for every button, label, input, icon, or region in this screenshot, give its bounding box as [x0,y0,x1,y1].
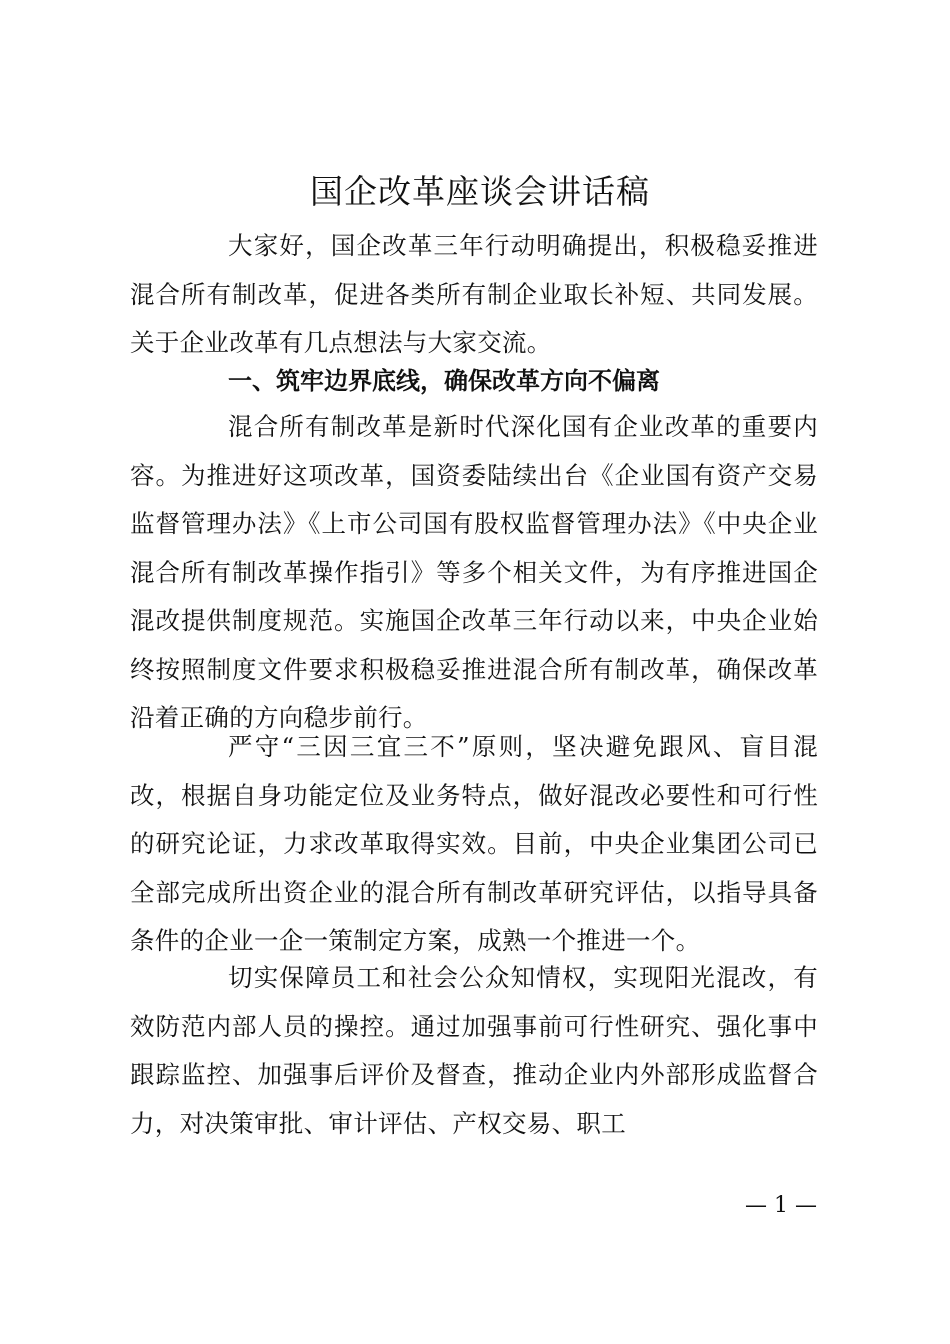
body-paragraph: 切实保障员工和社会公众知情权，实现阳光混改，有效防范内部人员的操控。通过加强事前可行性研究、强化事中跟踪监控、加强事后评价及督查，推动企业内外部形成监督合力，对决策审批、审计评估、产权交易、职工 [130,963,818,1138]
body-paragraph: 混合所有制改革是新时代深化国有企业改革的重要内容。为推进好这项改革，国资委陆续出台《企业国有资产交易监督管理办法》《上市公司国有股权监督管理办法》《中央企业混合所有制改革操作指引》等多个相关文件，为有序推进国企混改提供制度规范。实施国企改革三年行动以来，中央企业始终按照制度文件要求积极稳妥推进混合所有制改革，确保改革沿着正确的方向稳步前行。 [130,412,818,732]
section-heading: 一、筑牢边界底线，确保改革方向不偏离 [228,367,660,395]
body-paragraph: 严守“三因三宜三不”原则，坚决避免跟风、盲目混改，根据自身功能定位及业务特点，做好混改必要性和可行性的研究论证，力求改革取得实效。目前，中央企业集团公司已全部完成所出资企业的混合所有制改革研究评估，以指导具备条件的企业一企一策制定方案，成熟一个推进一个。 [130,732,818,955]
intro-paragraph: 大家好，国企改革三年行动明确提出，积极稳妥推进混合所有制改革，促进各类所有制企业取长补短、共同发展。关于企业改革有几点想法与大家交流。 [130,231,818,357]
page-number: — 1 — [745,1193,817,1218]
document-title: 国企改革座谈会讲话稿 [310,172,650,211]
